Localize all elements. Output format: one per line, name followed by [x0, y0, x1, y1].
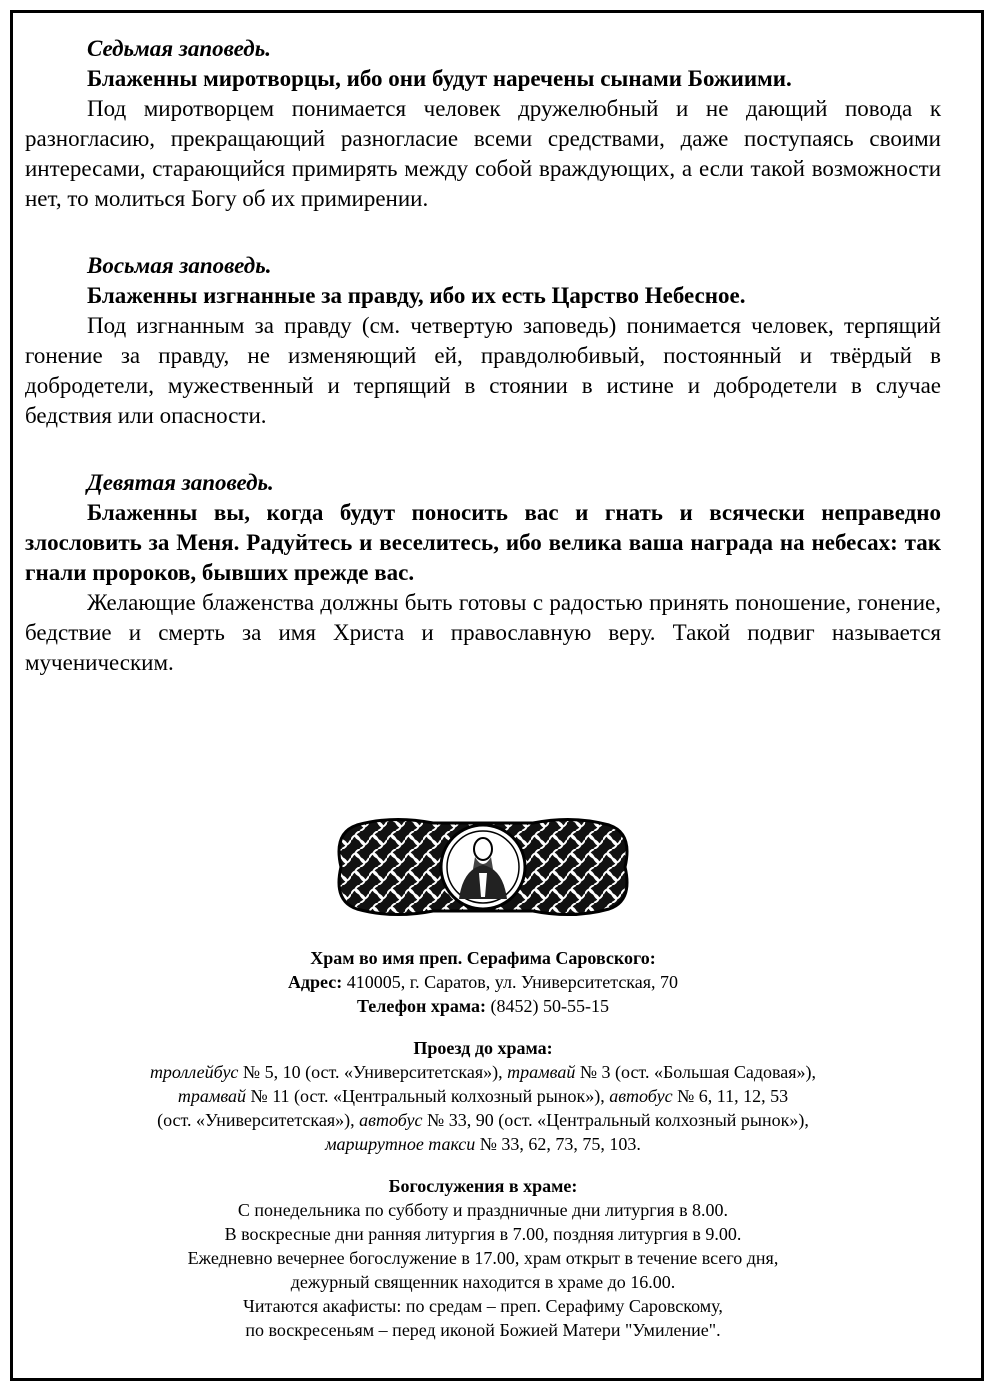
- footer-info: [25, 946, 941, 1342]
- service-line: дежурный священник находится в храме до 16.00.: [290, 1272, 676, 1292]
- service-line: В воскресные дни ранняя литургия в 7.00, поздняя литургия в 9.00.: [224, 1224, 742, 1244]
- phone-line: [25, 994, 941, 1018]
- section-ninth: [25, 468, 941, 678]
- route-detail: № 3 (ост. «Большая Садовая»),: [575, 1062, 817, 1082]
- phone-label: Телефон храма:: [356, 996, 487, 1016]
- route-detail: № 11 (ост. «Центральный колхозный рынок»),: [246, 1086, 610, 1106]
- transport-type: троллейбус: [149, 1062, 239, 1082]
- transport-type: автобус: [359, 1110, 423, 1130]
- beatitude-text: Блаженны миротворцы, ибо они будут наречены сынами Божиими.: [87, 66, 792, 91]
- transport-type: маршрутное такси: [325, 1134, 476, 1154]
- section-heading: Девятая заповедь.: [87, 470, 274, 495]
- route-line: [25, 1108, 941, 1132]
- address-line: [25, 970, 941, 994]
- section-heading: Седьмая заповедь.: [87, 36, 271, 61]
- route-line: [25, 1060, 941, 1084]
- route-detail: № 6, 11, 12, 53: [672, 1086, 789, 1106]
- temple-name: Храм во имя преп. Серафима Саровского:: [310, 948, 656, 968]
- section-heading: Восьмая заповедь.: [87, 253, 272, 278]
- section-seventh: [25, 34, 941, 214]
- route-detail: № 5, 10 (ост. «Университетская»),: [238, 1062, 508, 1082]
- services-title: Богослужения в храме:: [388, 1176, 578, 1196]
- transport-type: автобус: [609, 1086, 673, 1106]
- service-line: С понедельника по субботу и праздничные дни литургия в 8.00.: [237, 1200, 729, 1220]
- service-line: по воскресеньям – перед иконой Божией Матери "Умиление".: [245, 1320, 721, 1340]
- route-line: [25, 1084, 941, 1108]
- explanation-text: Под миротворцем понимается человек дружелюбный и не дающий повода к разногласию, прекращающий разногласие всеми средствами, даже поступаясь своими интересами, старающийся примирять между собой враждующих, а если такой возможности нет, то молиться Богу об их примирении.: [25, 96, 941, 211]
- section-eighth: [25, 251, 941, 431]
- transport-type: трамвай: [177, 1086, 247, 1106]
- service-line: Ежедневно вечернее богослужение в 17.00, храм открыт в течение всего дня,: [187, 1248, 779, 1268]
- beatitude-text: Блаженны вы, когда будут поносить вас и гнать и всячески неправедно злословить за Меня. Радуйтесь и веселитесь, ибо велика ваша награда на небесах: так гнали пророков, бывших прежде вас.: [25, 500, 941, 585]
- route-title: Проезд до храма:: [413, 1038, 553, 1058]
- ornament-icon: [333, 813, 633, 921]
- route-detail: (ост. «Университетская»),: [157, 1110, 360, 1130]
- beatitude-text: Блаженны изгнанные за правду, ибо их есть Царство Небесное.: [87, 283, 746, 308]
- route-detail: № 33, 62, 73, 75, 103.: [475, 1134, 641, 1154]
- phone-value: (8452) 50-55-15: [486, 996, 610, 1016]
- transport-type: трамвай: [507, 1062, 576, 1082]
- main-text: [25, 34, 941, 715]
- address-label: Адрес:: [287, 972, 343, 992]
- route-detail: № 33, 90 (ост. «Центральный колхозный рынок»),: [422, 1110, 809, 1130]
- explanation-text: Желающие блаженства должны быть готовы с радостью принять поношение, гонение, бедствие и смерть за имя Христа и православную веру. Такой подвиг называется мученическим.: [25, 590, 941, 675]
- route-line: [25, 1132, 941, 1156]
- explanation-text: Под изгнанным за правду (см. четвертую заповедь) понимается человек, терпящий гонение за правду, не изменяющий ей, правдолюбивый, постоянный и твёрдый в добродетели, мужественный и терпящий в стоянии в истине и добродетели в случае бедствия или опасности.: [25, 313, 941, 428]
- address-value: 410005, г. Саратов, ул. Университетская, 70: [342, 972, 679, 992]
- service-line: Читаются акафисты: по средам – преп. Серафиму Саровскому,: [243, 1296, 723, 1316]
